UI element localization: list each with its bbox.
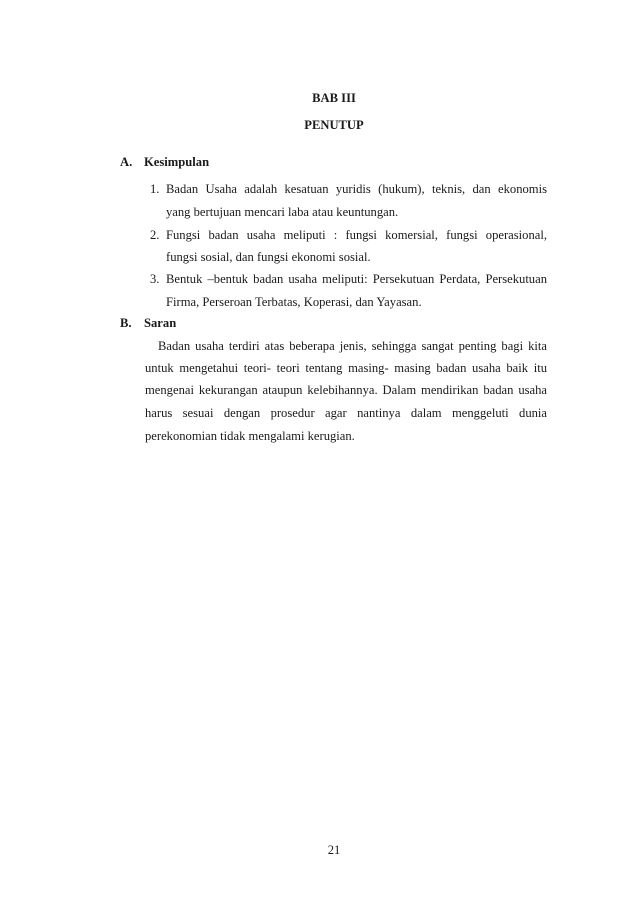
list-item-line: Fungsi badan usaha meliputi : fungsi komersial, fungsi operasional, bbox=[166, 228, 547, 242]
section-a-letter: A. bbox=[120, 155, 133, 169]
paragraph-line: mengenai kekurangan ataupun kelebihannya. Dalam mendirikan badan usaha bbox=[145, 383, 547, 397]
paragraph-line: Badan usaha terdiri atas beberapa jenis, sehingga sangat penting bagi kita bbox=[158, 339, 547, 353]
section-a-title: Kesimpulan bbox=[144, 155, 210, 169]
list-item-number: 2. bbox=[150, 228, 160, 242]
list-item-number: 1. bbox=[150, 182, 160, 196]
paragraph-line: perekonomian tidak mengalami kerugian. bbox=[145, 429, 355, 443]
section-a-heading bbox=[120, 155, 209, 170]
list-item-line: yang bertujuan mencari laba atau keuntungan. bbox=[166, 205, 399, 219]
section-b-letter: B. bbox=[120, 316, 132, 330]
paragraph-line: harus sesuai dengan prosedur agar nantinya dalam menggeluti dunia bbox=[145, 406, 547, 420]
paragraph-line: untuk mengetahui teori- teori tentang masing- masing badan usaha baik itu bbox=[145, 361, 547, 375]
list-item-line: fungsi sosial, dan fungsi ekonomi sosial. bbox=[166, 250, 371, 264]
list-item-number: 3. bbox=[150, 272, 160, 286]
section-b-title: Saran bbox=[144, 316, 177, 330]
chapter-heading: BAB III bbox=[312, 91, 356, 105]
chapter-title: PENUTUP bbox=[304, 118, 364, 132]
section-b-heading bbox=[120, 316, 176, 331]
page-number: 21 bbox=[327, 843, 341, 857]
list-item-line: Badan Usaha adalah kesatuan yuridis (hukum), teknis, dan ekonomis bbox=[166, 182, 547, 196]
list-item-line: Bentuk –bentuk badan usaha meliputi: Persekutuan Perdata, Persekutuan bbox=[166, 272, 547, 286]
list-item-line: Firma, Perseroan Terbatas, Koperasi, dan Yayasan. bbox=[166, 295, 422, 309]
